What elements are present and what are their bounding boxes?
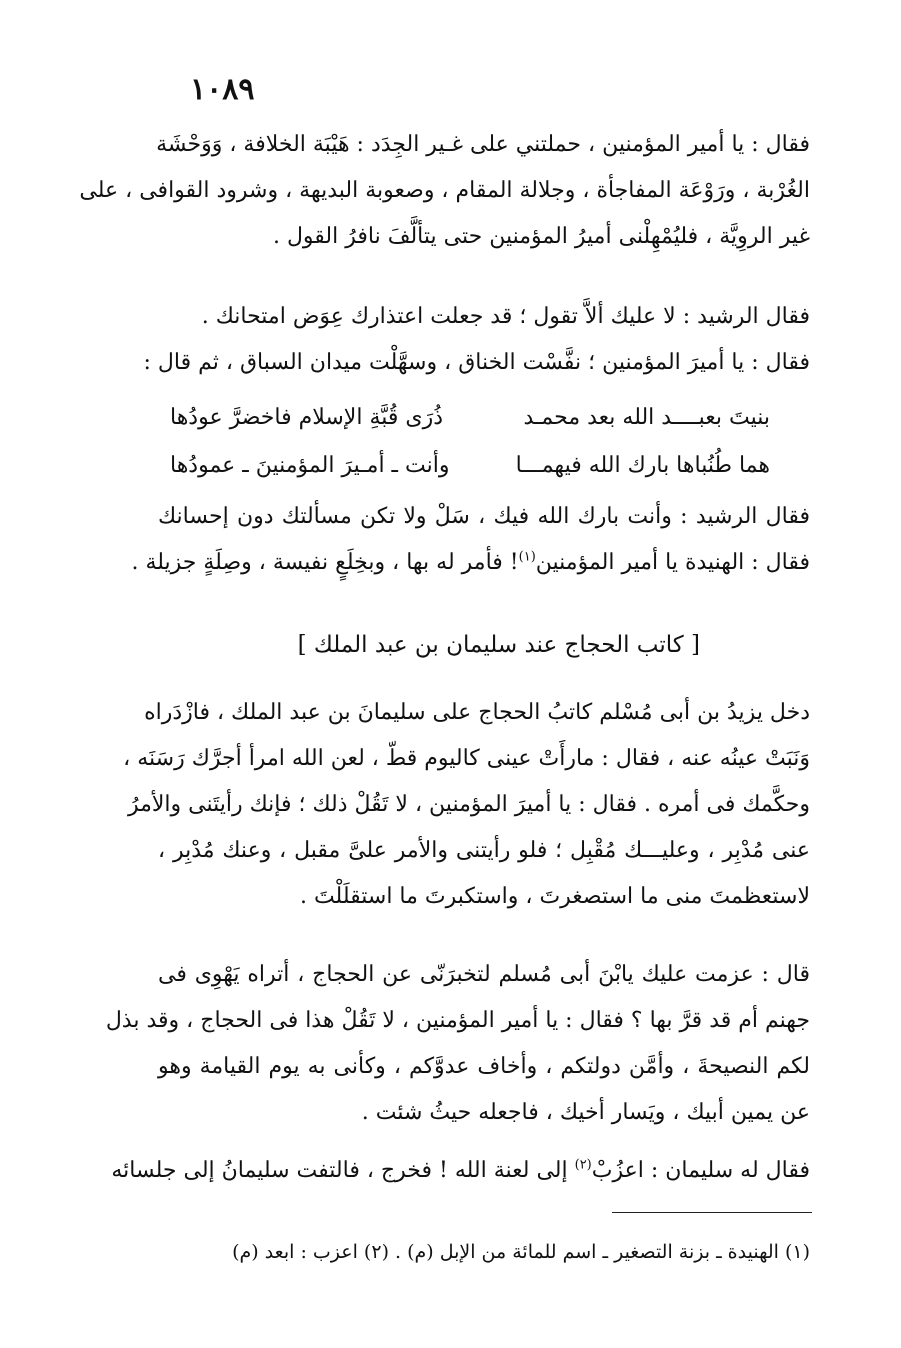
verse-line	[170, 442, 770, 490]
text-line: فقال : يا أميرَ المؤمنين ؛ نفَّسْت الخناق ، وسهَّلْت ميدان السباق ، ثم قال :	[143, 350, 810, 375]
text-line: لاستعظمتَ منى ما استصغرتَ ، واستكبرتَ ما استقلَلْتَ .	[299, 884, 810, 909]
footnote-marker: (١)	[518, 549, 536, 565]
text-line	[111, 1148, 810, 1194]
text-line: لكم النصيحةَ ، وأمَّن دولتكم ، وأخاف عدوَّكم ، وكأنى به يوم القيامة وهو	[158, 1054, 810, 1079]
text-line: وَنَبَتْ عينُه عنه ، فقال : مارأَتْ عينى كاليوم قطّ ، لعن الله امرأ أجرَّك رَسَنَه ،	[123, 746, 810, 771]
text-line: قال : عزمت عليك يابْنَ أبى مُسلم لتخبرَنّى عن الحجاج ، أتراه يَهْوِى فى	[158, 962, 810, 987]
text-line: وحكَّمك فى أمره . فقال : يا أميرَ المؤمنين ، لا تَقُلْ ذلك ؛ فإنك رأيتَنى والأمرُ	[127, 792, 810, 817]
text-line: فقال الرشيد : وأنت بارك الله فيك ، سَلْ ولا تكن مسألتك دون إحسانك	[158, 504, 810, 529]
paragraph-4	[131, 494, 810, 586]
text-line	[131, 540, 810, 586]
footnote-divider	[612, 1212, 812, 1213]
text-segment: إلى لعنة الله ! فخرج ، فالتفت سليمانُ إلى جلسائه	[111, 1158, 568, 1183]
footnote-marker: (٢)	[574, 1157, 592, 1173]
footnote: (١) الهنيدة ـ بزنة التصغير ـ اسم للمائة من الإبل (م) . (٢) اعزب : ابعد (م)	[232, 1241, 810, 1263]
verse-first-hemistich: هما طُنُباها بارك الله فيهمـــا	[515, 453, 770, 478]
text-line: فقال الرشيد : لا عليك ألاَّ تقول ؛ قد جعلت اعتذارك عِوَض امتحانك .	[201, 304, 810, 329]
text-line: جهنم أم قد قرَّ بها ؟ فقال : يا أمير المؤمنين ، لا تَقُلْ هذا فى الحجاج ، وقد بذل	[105, 1008, 810, 1033]
paragraph-3	[143, 340, 810, 386]
text-segment: فقال له سليمان : اعزُبْ	[591, 1158, 810, 1183]
text-line: الغُرْبة ، ورَوْعَة المفاجأة ، وجلالة المقام ، وصعوبة البديهة ، وشرود القوافى ، على	[79, 178, 810, 203]
text-segment: ! فأمر له بها ، وبخِلَعٍ نفيسة ، وصِلَةٍ جزيلة .	[131, 550, 519, 575]
paragraph-5	[123, 690, 810, 920]
paragraph-6	[105, 952, 810, 1136]
paragraph-2	[158, 294, 810, 340]
text-line: عنى مُدْبِر ، وعليـــك مُقْبِل ؛ فلو رأيتنى والأمر علىَّ مقبل ، وعنك مُدْبِر ،	[158, 838, 810, 863]
verse-second-hemistich: ذُرَى قُبَّةِ الإسلام فاخضرَّ عودُها	[170, 405, 444, 430]
text-line: دخل يزيدُ بن أبى مُسْلم كاتبُ الحجاج على سليمانَ بن عبد الملك ، فازْدَراه	[144, 700, 810, 725]
text-line: فقال : يا أمير المؤمنين ، حملتني على غـير الجِدَد : هَيْبَة الخلافة ، وَوَحْشَة	[156, 132, 810, 157]
poem	[170, 394, 770, 490]
page-number: ١٠٨٩	[190, 72, 255, 107]
verse-second-hemistich: وأنت ـ أمـيرَ المؤمنينَ ـ عمودُها	[170, 453, 450, 478]
text-line: غير الروِيَّة ، فليُمْهِلْنى أميرُ المؤمنين حتى يتألَّفَ نافرُ القول .	[272, 224, 810, 249]
verse-line	[170, 394, 770, 442]
section-heading: [ كاتب الحجاج عند سليمان بن عبد الملك ]	[297, 632, 700, 658]
paragraph-1	[79, 122, 810, 260]
text-line: عن يمين أبيك ، ويَسار أخيك ، فاجعله حيثُ شئت .	[361, 1100, 810, 1125]
verse-first-hemistich: بنيتَ بعبــــد الله بعد محمـد	[523, 405, 770, 430]
text-segment: فقال : الهنيدة يا أمير المؤمنين	[535, 550, 810, 575]
paragraph-7	[111, 1148, 810, 1194]
